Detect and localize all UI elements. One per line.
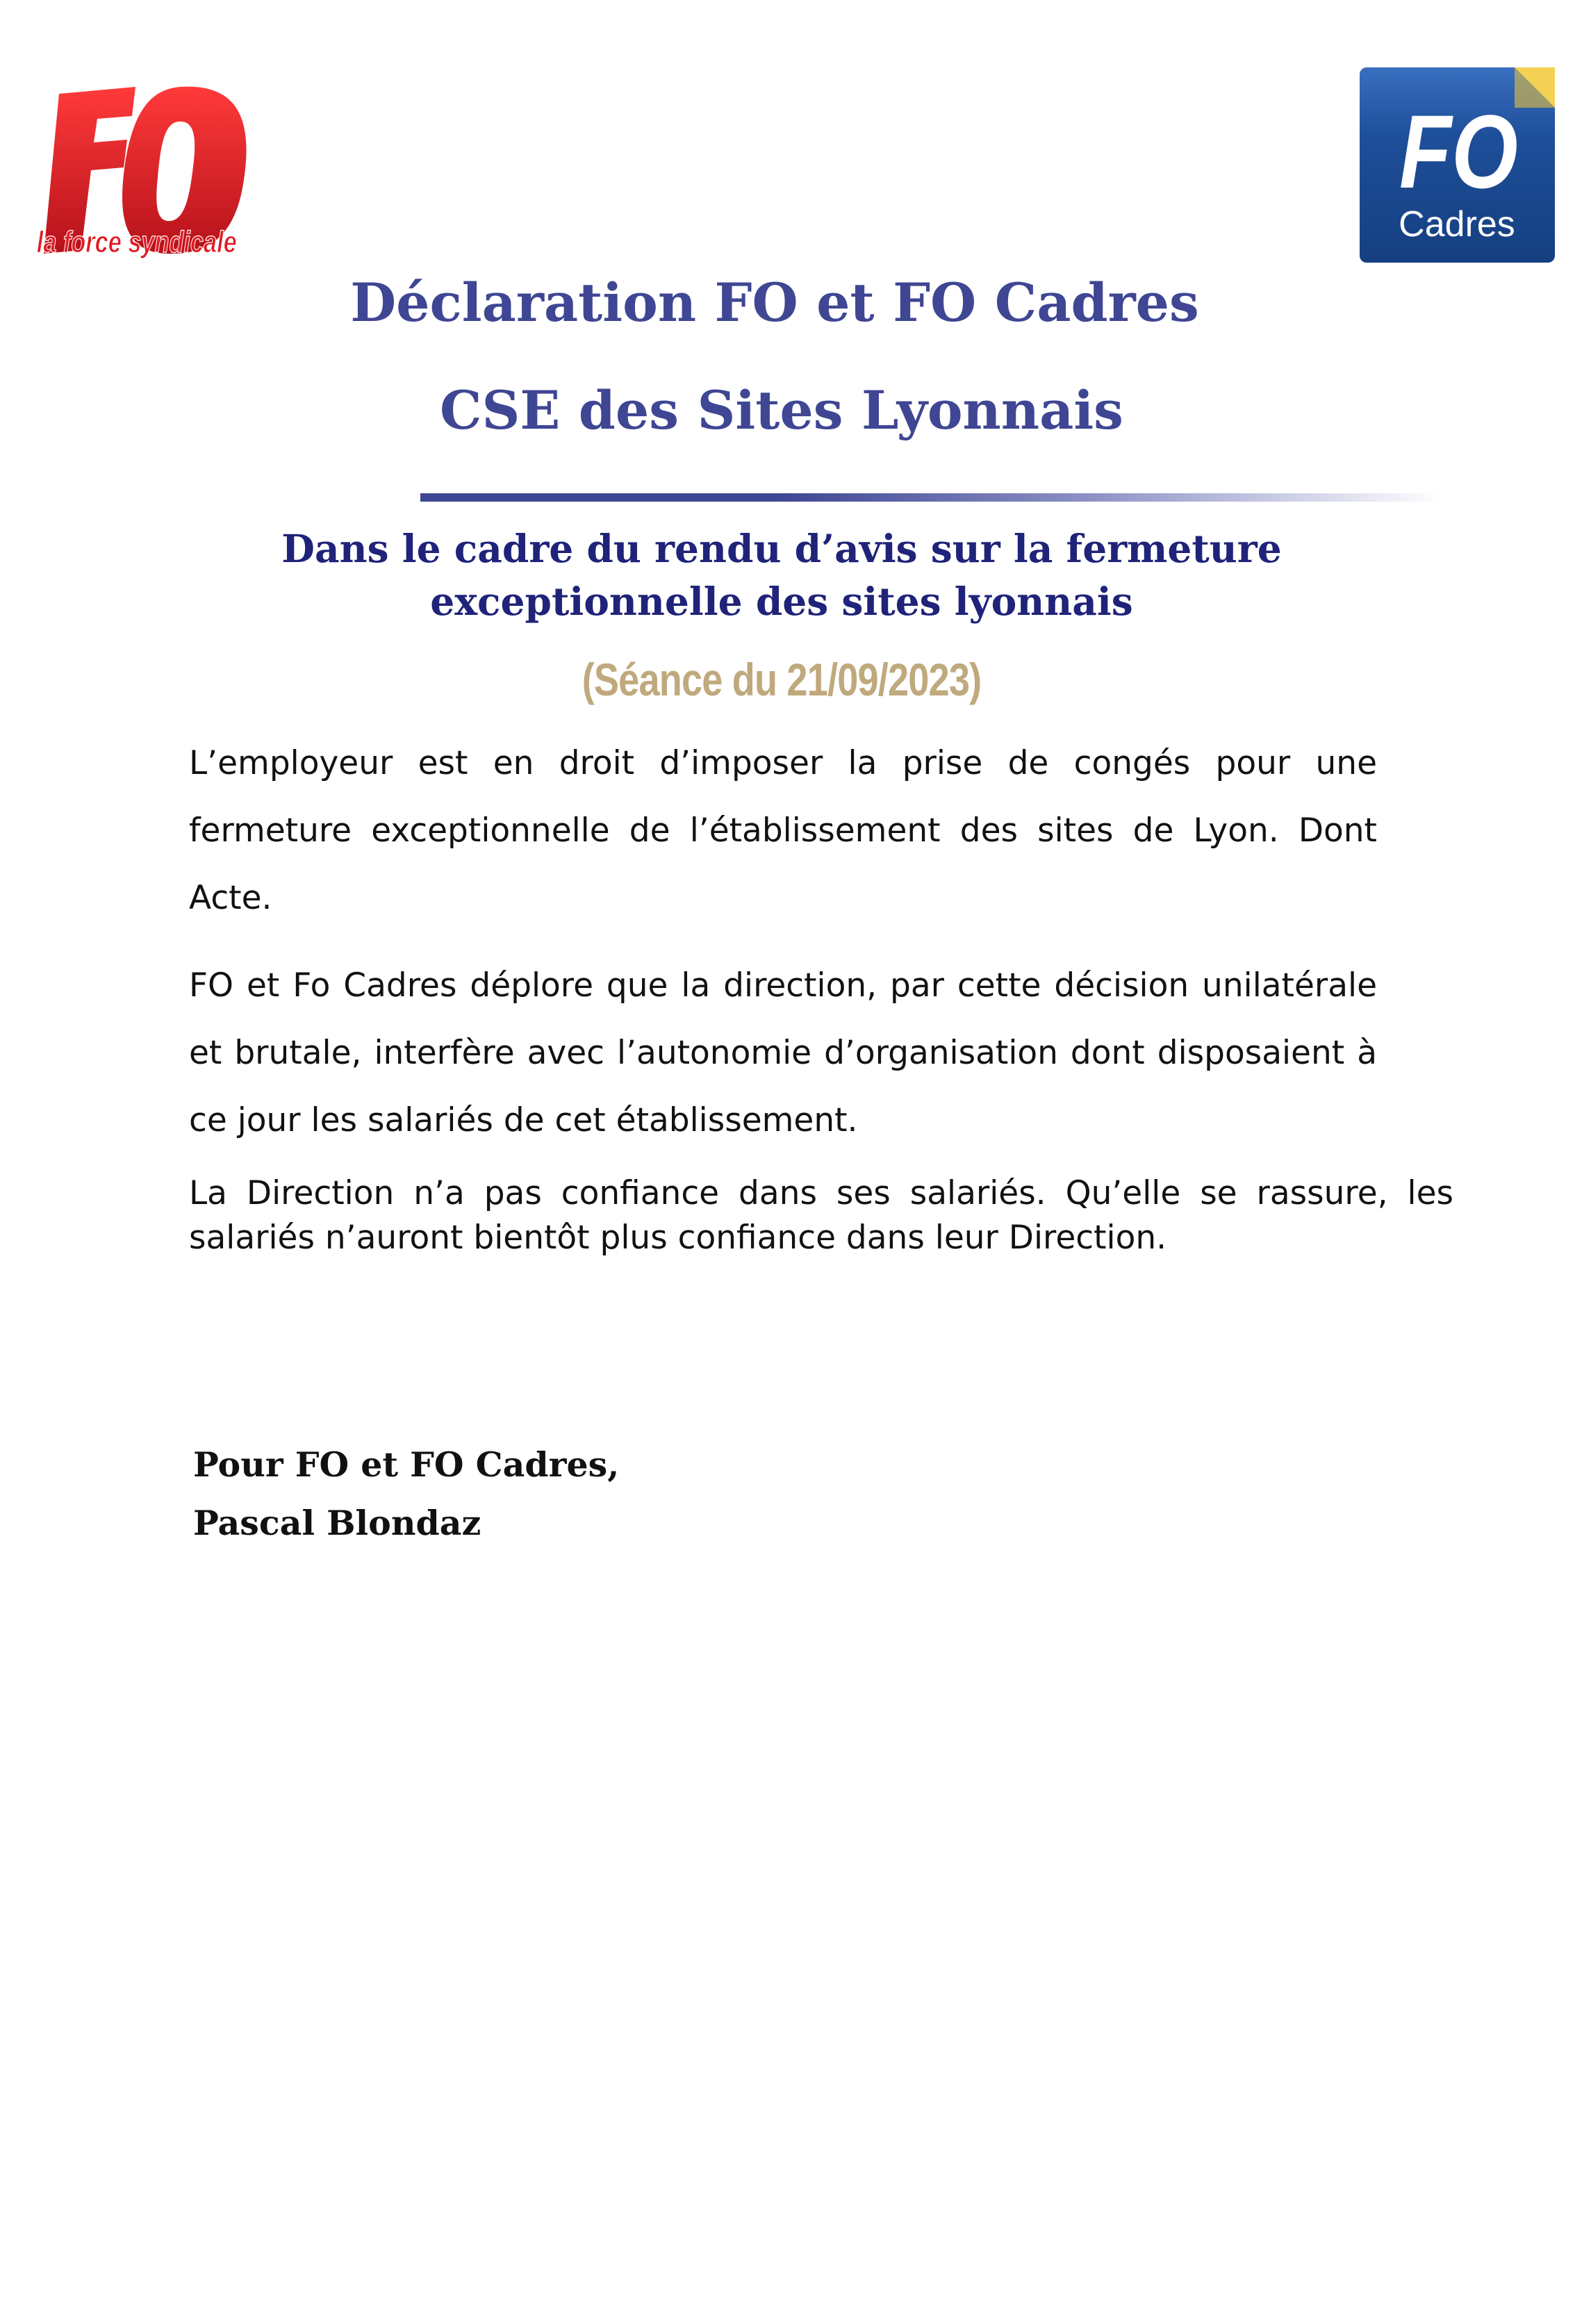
- fo-cadres-mark: FO: [1399, 94, 1518, 211]
- page-title: Déclaration FO et FO Cadres: [350, 272, 1199, 333]
- fo-cadres-logo: [1358, 66, 1556, 264]
- body-paragraph-3: La Direction n’a pas confiance dans ses salariés. Qu’elle se rassure, les salariés n’auront bientôt plus confiance dans leur Direction.: [189, 1174, 1453, 1257]
- session-date: (Séance du 21/09/2023): [582, 654, 982, 705]
- context-line-1: Dans le cadre du rendu d’avis sur la fermeture: [281, 526, 1282, 571]
- context-line-2: exceptionnelle des sites lyonnais: [430, 579, 1133, 624]
- fo-cadres-label: Cadres: [1399, 204, 1515, 245]
- page-subtitle-cse: CSE des Sites Lyonnais: [440, 379, 1123, 441]
- body-paragraph-2: FO et Fo Cadres déplore que la direction, par cette décision unilatérale et brutale, interfère avec l’autonomie d’organisation dont disposaient à ce jour les salariés de cet établissement.: [189, 966, 1377, 1139]
- signature-name: Pascal Blondaz: [193, 1503, 481, 1543]
- fo-logo-tagline: la force syndicale: [36, 224, 237, 260]
- divider-rule: [420, 493, 1442, 502]
- body-paragraph-1: L’employeur est en droit d’imposer la prise de congés pour une fermeture exceptionnelle de l’établissement des sites de Lyon. Dont Acte.: [189, 744, 1377, 917]
- signature-line-1: Pour FO et FO Cadres,: [193, 1444, 620, 1485]
- fo-logo: [31, 80, 264, 267]
